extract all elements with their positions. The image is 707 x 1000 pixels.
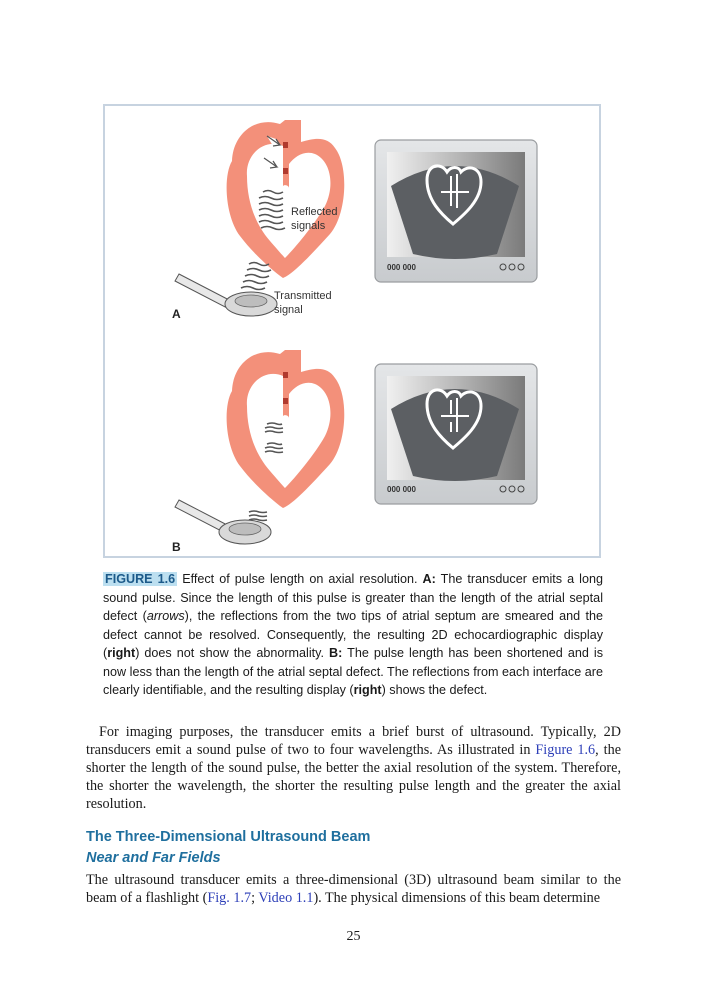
subsection-heading: Near and Far Fields [86,850,221,866]
body-paragraph-2: The ultrasound transducer emits a three-dimensional (3D) ultrasound beam similar to the beam of a flashlight (Fig. 1.7; Video 1.1). The physical dimensions of this beam determine [86,872,621,906]
monitor-code-b: 000 000 [387,485,416,494]
monitor-code-a: 000 000 [387,263,416,272]
panel-b-label: B [172,540,181,554]
heart-diagram-a [227,120,345,278]
transducer-probe-a [175,274,277,316]
section-heading: The Three-Dimensional Ultrasound Beam [86,829,371,845]
figure-1-6 [103,104,601,558]
reflected-signals-label: Reflected signals [291,206,338,232]
transducer-probe-b [175,500,271,544]
transmitted-signal-waves-b [249,511,267,521]
video-1-1-link[interactable]: Video 1.1 [258,890,314,906]
body-paragraph-1: For imaging purposes, the transducer emits a brief burst of ultrasound. Typically, 2D transducers emit a sound pulse of two to four wavelengths. As illustrated in Figure 1.6, the shorter the length of the sound pulse, the better the axial resolution of the system. Therefore, the shorter the wavelength, the shorter the resulting pulse length and the greater the axial resolution. [86,724,621,812]
monitor-b [375,364,537,504]
figure-1-6-link[interactable]: Figure 1.6 [535,742,596,758]
figure-label: FIGURE 1.6 [105,572,176,586]
figure-caption: FIGURE 1.6 Effect of pulse length on axial resolution. A: The transducer emits a long sound pulse. Since the length of this pulse is greater than the length of the atrial septal defect (arrows), the reflections from the two tips of atrial septum are smeared and the defect cannot be resolved. Consequently, the resulting 2D echocardiographic display (right) does not show the abnormality. B: The pulse length has been shortened and is now less than the length of the atrial septal defect. The reflections from each interface are clearly identifiable, and the resulting display (right) shows the defect. [103,572,604,697]
monitor-a [375,140,537,282]
figure-illustration [105,106,599,556]
panel-a-label: A [172,307,181,321]
fig-1-7-link[interactable]: Fig. 1.7 [207,890,252,906]
transmitted-signal-waves-a [241,263,271,290]
page-number: 25 [346,929,361,944]
heart-diagram-b [227,350,345,508]
transmitted-signal-label: Transmitted signal [274,290,332,316]
